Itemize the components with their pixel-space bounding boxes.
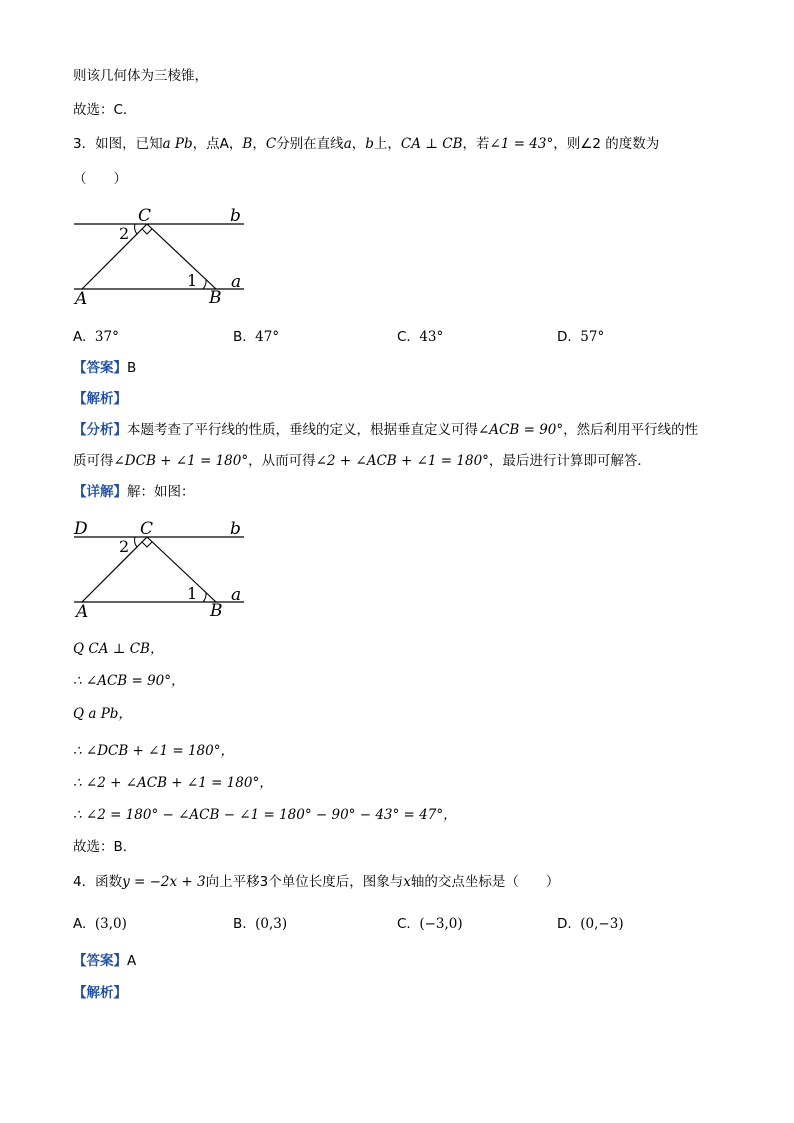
math: ∠2 + ∠ACB + ∠1 = 180° (315, 453, 489, 469)
label-a: a (231, 585, 242, 605)
math: CA ⊥ CB (400, 136, 463, 152)
option-letter: C. (397, 329, 411, 345)
math: a Pb (162, 136, 193, 152)
math: Q CA ⊥ CB， (73, 641, 164, 657)
label-angle-1: 1 (187, 584, 198, 603)
step-5 (73, 773, 273, 793)
answer-line-3 (73, 358, 136, 378)
text: 故选：B． (73, 839, 137, 855)
geometry-figure-1 (70, 203, 250, 308)
text: 3．如图，已知 (73, 136, 163, 152)
step-7 (73, 837, 136, 857)
question-4-stem (73, 872, 559, 892)
fenxi-line-2 (73, 451, 651, 471)
option-a (73, 327, 119, 347)
step-4 (73, 741, 234, 761)
option-letter: A. (73, 329, 87, 345)
option-value: (3,0) (94, 916, 127, 932)
text: 本题考查了平行线的性质，垂线的定义，根据垂直定义可得 (127, 422, 478, 438)
detail-tag: 【详解】 (73, 484, 127, 500)
label-C: C (138, 206, 152, 226)
math: ∴ ∠2 + ∠ACB + ∠1 = 180°， (73, 775, 273, 791)
label-angle-2: 2 (119, 224, 130, 243)
math: y = −2x + 3 (122, 874, 206, 890)
answer-tag: 【答案】 (73, 953, 127, 969)
label-b: b (230, 519, 241, 539)
option-letter: B. (233, 916, 247, 932)
text: ，然后利用平行线的性 (563, 422, 699, 438)
math: Q a Pb， (73, 706, 132, 722)
answer-paren (73, 169, 127, 189)
option-c (397, 327, 443, 347)
text: 故选：C． (73, 102, 137, 118)
label-angle-2: 2 (119, 537, 130, 556)
analysis-tag: 【解析】 (73, 985, 127, 1001)
option-b (233, 327, 279, 347)
step-1 (73, 639, 163, 659)
text-line (73, 100, 136, 120)
fenxi-line-1 (73, 420, 698, 440)
text: ，最后进行计算即可解答． (488, 453, 651, 469)
option-value: (0,−3) (580, 916, 624, 932)
math: ∠DCB + ∠1 = 180° (113, 453, 249, 469)
analysis-tag: 【解析】 (73, 391, 127, 407)
math: ∠1 = 43° (489, 136, 554, 152)
option-c (397, 914, 463, 934)
text: 向上平移3个单位长度后，图象与 (205, 874, 404, 890)
detail-heading (73, 482, 195, 502)
label-B: B (210, 601, 223, 621)
geometry-figure-2 (70, 515, 250, 623)
label-D: D (74, 519, 88, 539)
math: ∴ ∠DCB + ∠1 = 180°， (73, 743, 234, 759)
math: ∴ ∠2 = 180° − ∠ACB − ∠1 = 180° − 90° − 43° = 47°， (73, 807, 457, 823)
text: 分别在直线 (276, 136, 344, 152)
step-2 (73, 671, 185, 691)
answer-line-4 (73, 951, 136, 971)
math: x (403, 874, 411, 890)
text: ， (351, 136, 366, 152)
option-letter: C. (397, 916, 411, 932)
fenxi-tag: 【分析】 (73, 422, 127, 438)
text: ，若 (462, 136, 490, 152)
option-value: 47° (255, 329, 280, 345)
option-d (557, 914, 624, 934)
option-letter: A. (73, 916, 87, 932)
text: 轴的交点坐标是（ ） (410, 874, 560, 890)
label-angle-1: 1 (187, 271, 198, 290)
option-value: (−3,0) (419, 916, 463, 932)
text: ， (252, 136, 266, 152)
label-b: b (230, 206, 241, 226)
text: （ ） (73, 171, 127, 187)
math: C (265, 136, 277, 152)
math: ∴ ∠ACB = 90°， (73, 673, 185, 689)
label-B: B (209, 288, 222, 308)
option-value: (0,3) (255, 916, 288, 932)
option-value: 43° (419, 329, 444, 345)
option-value: 37° (94, 329, 119, 345)
label-A: A (76, 602, 89, 622)
math: b (365, 136, 374, 152)
analysis-heading-4 (73, 983, 127, 1003)
text: ，从而可得 (248, 453, 316, 469)
answer-value: B (127, 360, 137, 376)
text: ，点A， (192, 136, 243, 152)
text-line (73, 66, 208, 86)
analysis-heading (73, 389, 127, 409)
math: a (343, 136, 352, 152)
option-letter: B. (233, 329, 247, 345)
answer-tag: 【答案】 (73, 360, 127, 376)
step-3 (73, 704, 132, 724)
option-value: 57° (580, 329, 605, 345)
label-a: a (231, 272, 242, 292)
question-3-stem (73, 134, 659, 154)
option-letter: D. (557, 329, 572, 345)
text: 质可得 (73, 453, 114, 469)
option-b (233, 914, 287, 934)
option-letter: D. (557, 916, 572, 932)
text: 解：如图： (127, 484, 195, 500)
answer-value: A (127, 953, 137, 969)
step-6 (73, 805, 457, 825)
math: ∠ACB = 90° (478, 422, 564, 438)
label-A: A (75, 289, 88, 308)
text: 上， (373, 136, 401, 152)
option-a (73, 914, 127, 934)
text: 则该几何体为三棱锥， (73, 68, 208, 84)
option-d (557, 327, 604, 347)
text: 4．函数 (73, 874, 123, 890)
label-C: C (140, 519, 154, 539)
text: ，则∠2 的度数为 (553, 136, 660, 152)
math: B (242, 136, 253, 152)
